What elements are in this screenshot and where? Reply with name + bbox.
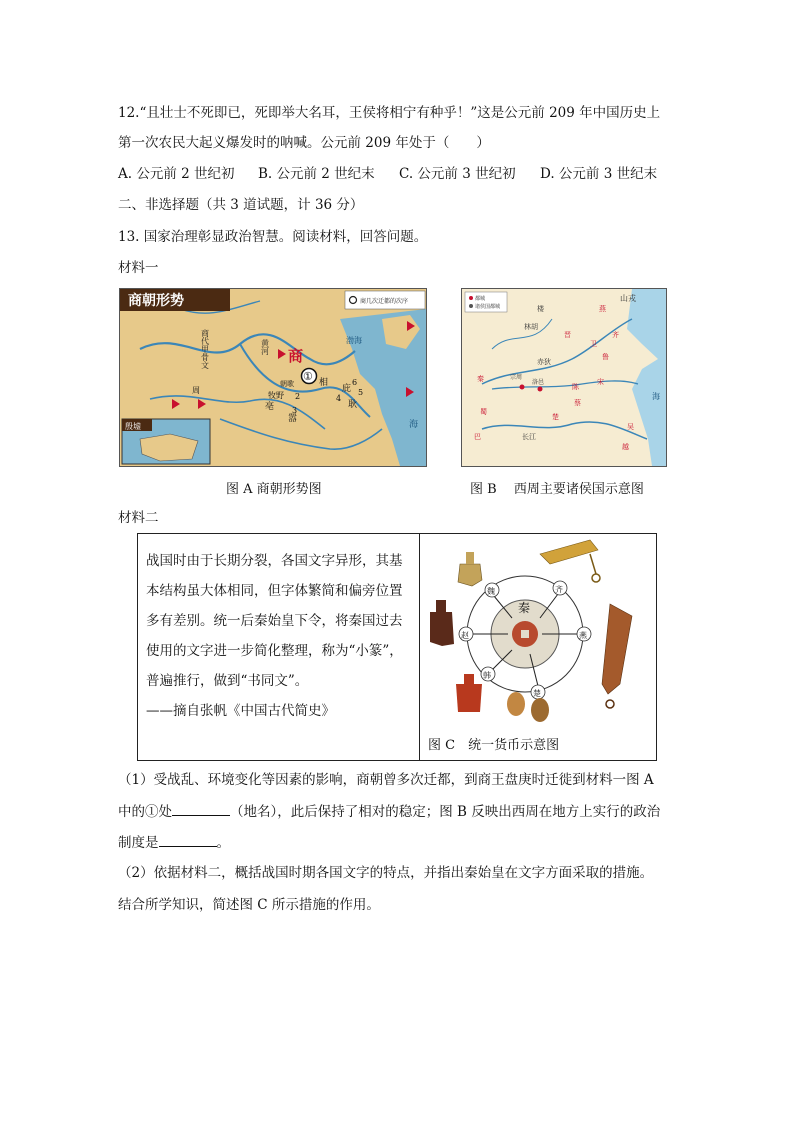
map-a-shang [119, 288, 427, 467]
map-b-chen: 陈 [572, 383, 579, 391]
map-a-zhou: 周 [192, 386, 200, 395]
figure-c-drawing [420, 534, 656, 730]
map-a-n4: 4 [336, 394, 342, 403]
figure-c-caption: 图 C 统一货币示意图 [428, 738, 560, 753]
material2-label: 材料二 [118, 510, 159, 526]
q13-stem: 13. 国家治理彰显政治智慧。阅读材料，回答问题。 [118, 229, 428, 245]
map-b-yangzi: 长江 [522, 433, 536, 441]
map-b-wu: 吴 [627, 423, 634, 431]
map-a-bi: 庇 [342, 384, 352, 394]
map-b-shu: 蜀 [480, 408, 487, 416]
map-b-lu: 鲁 [602, 353, 609, 361]
fig-c-yan: 燕 [579, 631, 587, 640]
option-b[interactable]: B. 公元前 2 世纪末 [258, 166, 375, 182]
map-a-legend: 商几次迁都的次序 [360, 298, 409, 305]
option-d[interactable]: D. 公元前 3 世纪末 [540, 166, 658, 182]
map-a-n2: 2 [295, 392, 301, 401]
map-a-n3: 3 [292, 406, 298, 415]
map-b-zhou [461, 288, 667, 467]
map-a-xiang: 相 [319, 378, 329, 388]
figure-c-cell [420, 534, 657, 761]
fig-c-chu: 楚 [533, 689, 541, 698]
map-a-ao: 嚣 [288, 414, 298, 424]
fig-c-qi: 齐 [555, 585, 563, 594]
map-a-title: 商朝形势 [128, 293, 184, 309]
sub1-line2-pre: 中的①处 [118, 804, 172, 820]
map-b-sea: 海 [652, 392, 660, 401]
section-heading: 二、非选择题（共 3 道试题，计 36 分） [118, 197, 364, 213]
map-b-linhu: 林胡 [524, 323, 538, 331]
q12-line2: 第一次农民大起义爆发时的呐喊。公元前 209 年处于（ ） [118, 135, 490, 151]
map-a-yellow-river: 黄河 [260, 339, 270, 355]
option-a[interactable]: A. 公元前 2 世纪初 [118, 166, 235, 182]
map-a-bo: 亳 [265, 402, 275, 412]
map-a-inset-title: 殷墟 [125, 422, 141, 431]
answer-blank-1[interactable] [172, 801, 230, 816]
map-b-chu: 楚 [552, 413, 559, 421]
q12-options [118, 164, 657, 184]
map-b-legend2: 诸侯国都城 [475, 304, 501, 310]
material2-table [137, 533, 657, 761]
map-b-lou: 楼 [537, 305, 544, 313]
sub1-line3-post: 。 [216, 835, 230, 851]
map-b-caption: 图 B 西周主要诸侯国示意图 [470, 482, 644, 497]
sub2-line2: 结合所学知识，简述图 C 所示措施的作用。 [118, 897, 380, 913]
map-b-shanrong: 山戎 [620, 294, 636, 303]
sub1-line2-mid: （地名），此后保持了相对的稳定；图 B 反映出西周在地方上实行的政治 [230, 804, 661, 820]
answer-blank-2[interactable] [159, 832, 217, 847]
map-a-geng: 耿 [348, 400, 358, 410]
sub1-line3 [118, 832, 230, 853]
map-b-legend1: 都城 [475, 296, 486, 302]
material2-source: ——摘自张帆《中国古代简史》 [146, 703, 335, 719]
map-b-wei: 卫 [590, 340, 597, 348]
sub1-line3-pre: 制度是 [118, 835, 159, 851]
map-b-qin: 秦 [477, 375, 484, 383]
map-b-drawing [462, 289, 666, 466]
map-a-drawing [120, 289, 426, 466]
sub2-line1: （2）依据材料二，概括战国时期各国文字的特点，并指出秦始皇在文字方面采取的措施。 [118, 865, 654, 881]
fig-c-zhao: 赵 [461, 631, 469, 640]
map-b-zong: 宗周 [510, 374, 523, 381]
map-a-n6: 6 [352, 378, 358, 387]
material1-label: 材料一 [118, 260, 159, 276]
map-b-luoyi: 洛邑 [532, 379, 545, 386]
map-a-bohai: 渤海 [346, 336, 362, 345]
sub1-line1: （1）受战乱、环境变化等因素的影响，商朝曾多次迁都，到商王盘庚时迁徙到材料一图 A [118, 772, 654, 788]
q12-line1: 12.“且壮士不死即已，死即举大名耳，王侯将相宁有种乎！”这是公元前 209 年中国历史上 [118, 105, 661, 121]
fig-c-wei: 魏 [487, 587, 495, 596]
map-a-muye: 牧野 [268, 391, 284, 400]
material2-text-cell [138, 534, 420, 761]
sub1-line2 [118, 801, 660, 822]
map-a-circle1: ① [303, 370, 313, 383]
fig-c-center: 秦 [518, 601, 531, 615]
map-b-yan: 燕 [599, 305, 606, 313]
map-b-ba: 巴 [474, 433, 481, 441]
map-b-yue: 越 [622, 443, 629, 451]
map-a-oracle: 商代甲骨文 [200, 329, 210, 369]
map-b-jin: 晋 [564, 331, 571, 339]
map-a-n5: 5 [358, 388, 364, 397]
map-b-cai: 蔡 [574, 399, 581, 407]
fig-c-han: 韩 [483, 671, 491, 680]
map-a-shang-label: 商 [288, 347, 304, 365]
material2-text: 战国时由于长期分裂，各国文字异形，其基本结构虽大体相同，但字体繁简和偏旁位置多有差别。统一后秦始皇下令，将秦国过去使用的文字进一步简化整理，称为“小篆”，普遍推行，做到“书同文”。 [146, 553, 403, 689]
map-a-caption: 图 A 商朝形势图 [226, 482, 322, 497]
map-b-chidi: 赤狄 [537, 358, 551, 366]
map-b-song: 宋 [597, 378, 604, 386]
map-b-qi: 齐 [612, 331, 619, 339]
option-c[interactable]: C. 公元前 3 世纪初 [399, 166, 516, 182]
map-a-chaoge: 朝歌 [280, 380, 294, 388]
map-a-sea: 海 [407, 419, 417, 428]
